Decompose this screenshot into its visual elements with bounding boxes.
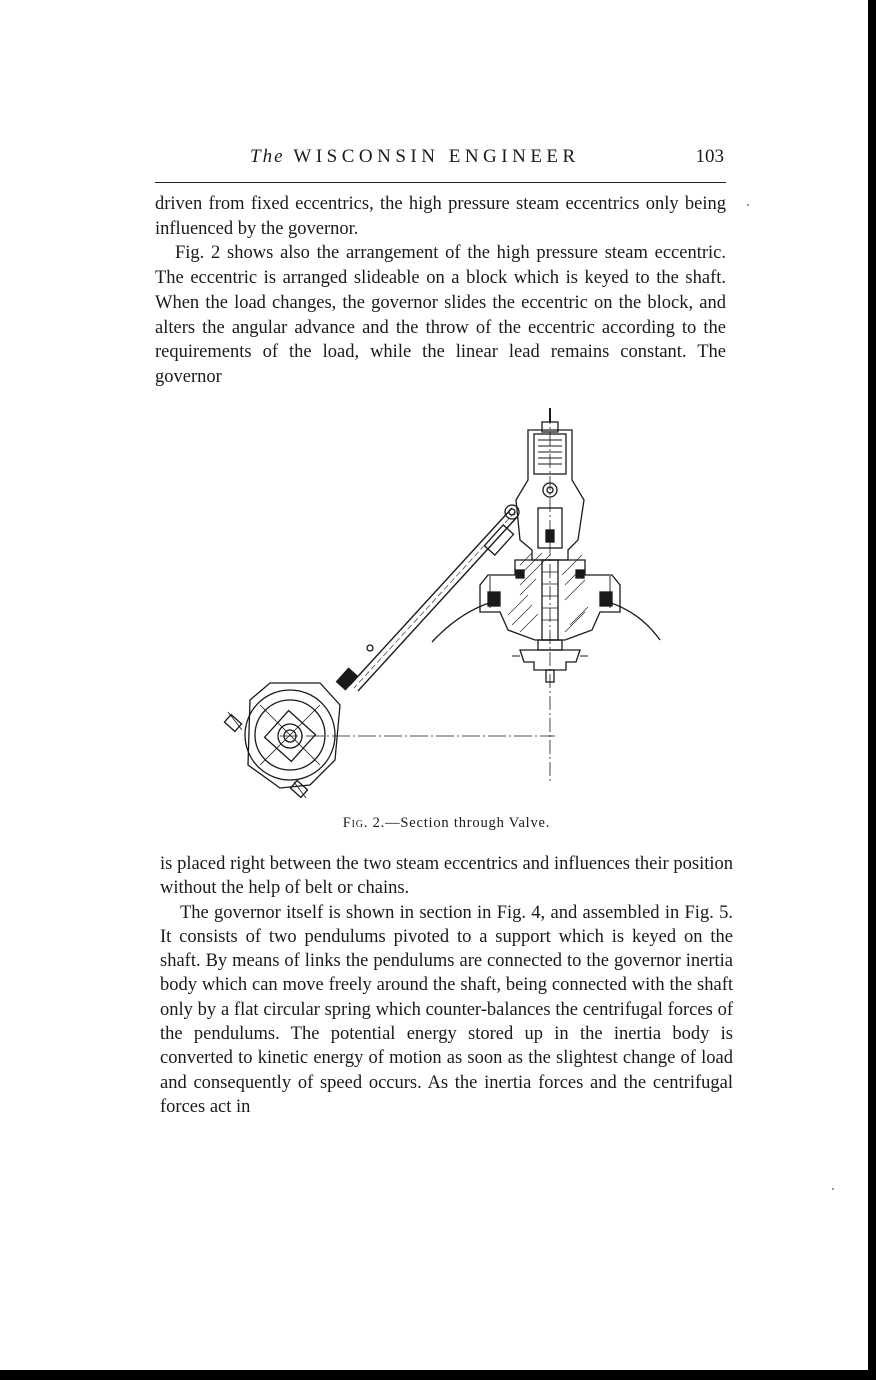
page-number: 103 xyxy=(695,146,724,167)
paragraph: Fig. 2 shows also the arrangement of the high pressure steam eccentric. The eccentric is arranged slideable on a block which is keyed to the shaft. When the load changes, the governor slides the eccentric on the block, and alters the angular advance and the throw of the eccentric according to the requirements of the load, while the linear lead remains constant. The governor xyxy=(155,243,726,387)
body-text-bottom xyxy=(160,852,733,1119)
paragraph: The governor itself is shown in section in Fig. 4, and assembled in Fig. 5. It consists of two pendulums pivoted to a support which is keyed on the shaft. By means of links the pendulums are connected to the governor inertia body which can move freely around the shaft, being connected with the shaft only by a flat circular spring which counter-balances the centrifugal forces of the pendulums. The potential energy stored up in the inertia body is converted to kinetic energy of motion as soon as the slightest change of load and consequently of speed occurs. As the inertia forces and the centrifugal forces act in xyxy=(160,902,733,1117)
paragraph: driven from fixed eccentrics, the high pressure steam eccentrics only being influenced by the governor. xyxy=(155,194,726,239)
scan-border-bottom xyxy=(0,1370,876,1380)
running-title-main: WISCONSIN ENGINEER xyxy=(293,146,580,167)
scan-border-right xyxy=(868,0,876,1380)
figure-caption xyxy=(160,815,733,832)
valve-section-figure xyxy=(220,400,670,805)
scan-speck xyxy=(832,1188,834,1190)
figure-caption-label: Fig. 2. xyxy=(342,815,386,831)
paragraph: is placed right between the two steam eccentrics and influences their position without the help of belt or chains. xyxy=(160,854,733,899)
header-rule xyxy=(155,182,726,183)
scan-speck xyxy=(747,204,749,206)
body-text-top xyxy=(155,192,726,390)
running-title xyxy=(250,146,580,168)
page-header xyxy=(155,146,726,172)
running-title-prefix: The xyxy=(250,146,285,167)
figure-caption-text: —Section through Valve. xyxy=(385,815,551,831)
